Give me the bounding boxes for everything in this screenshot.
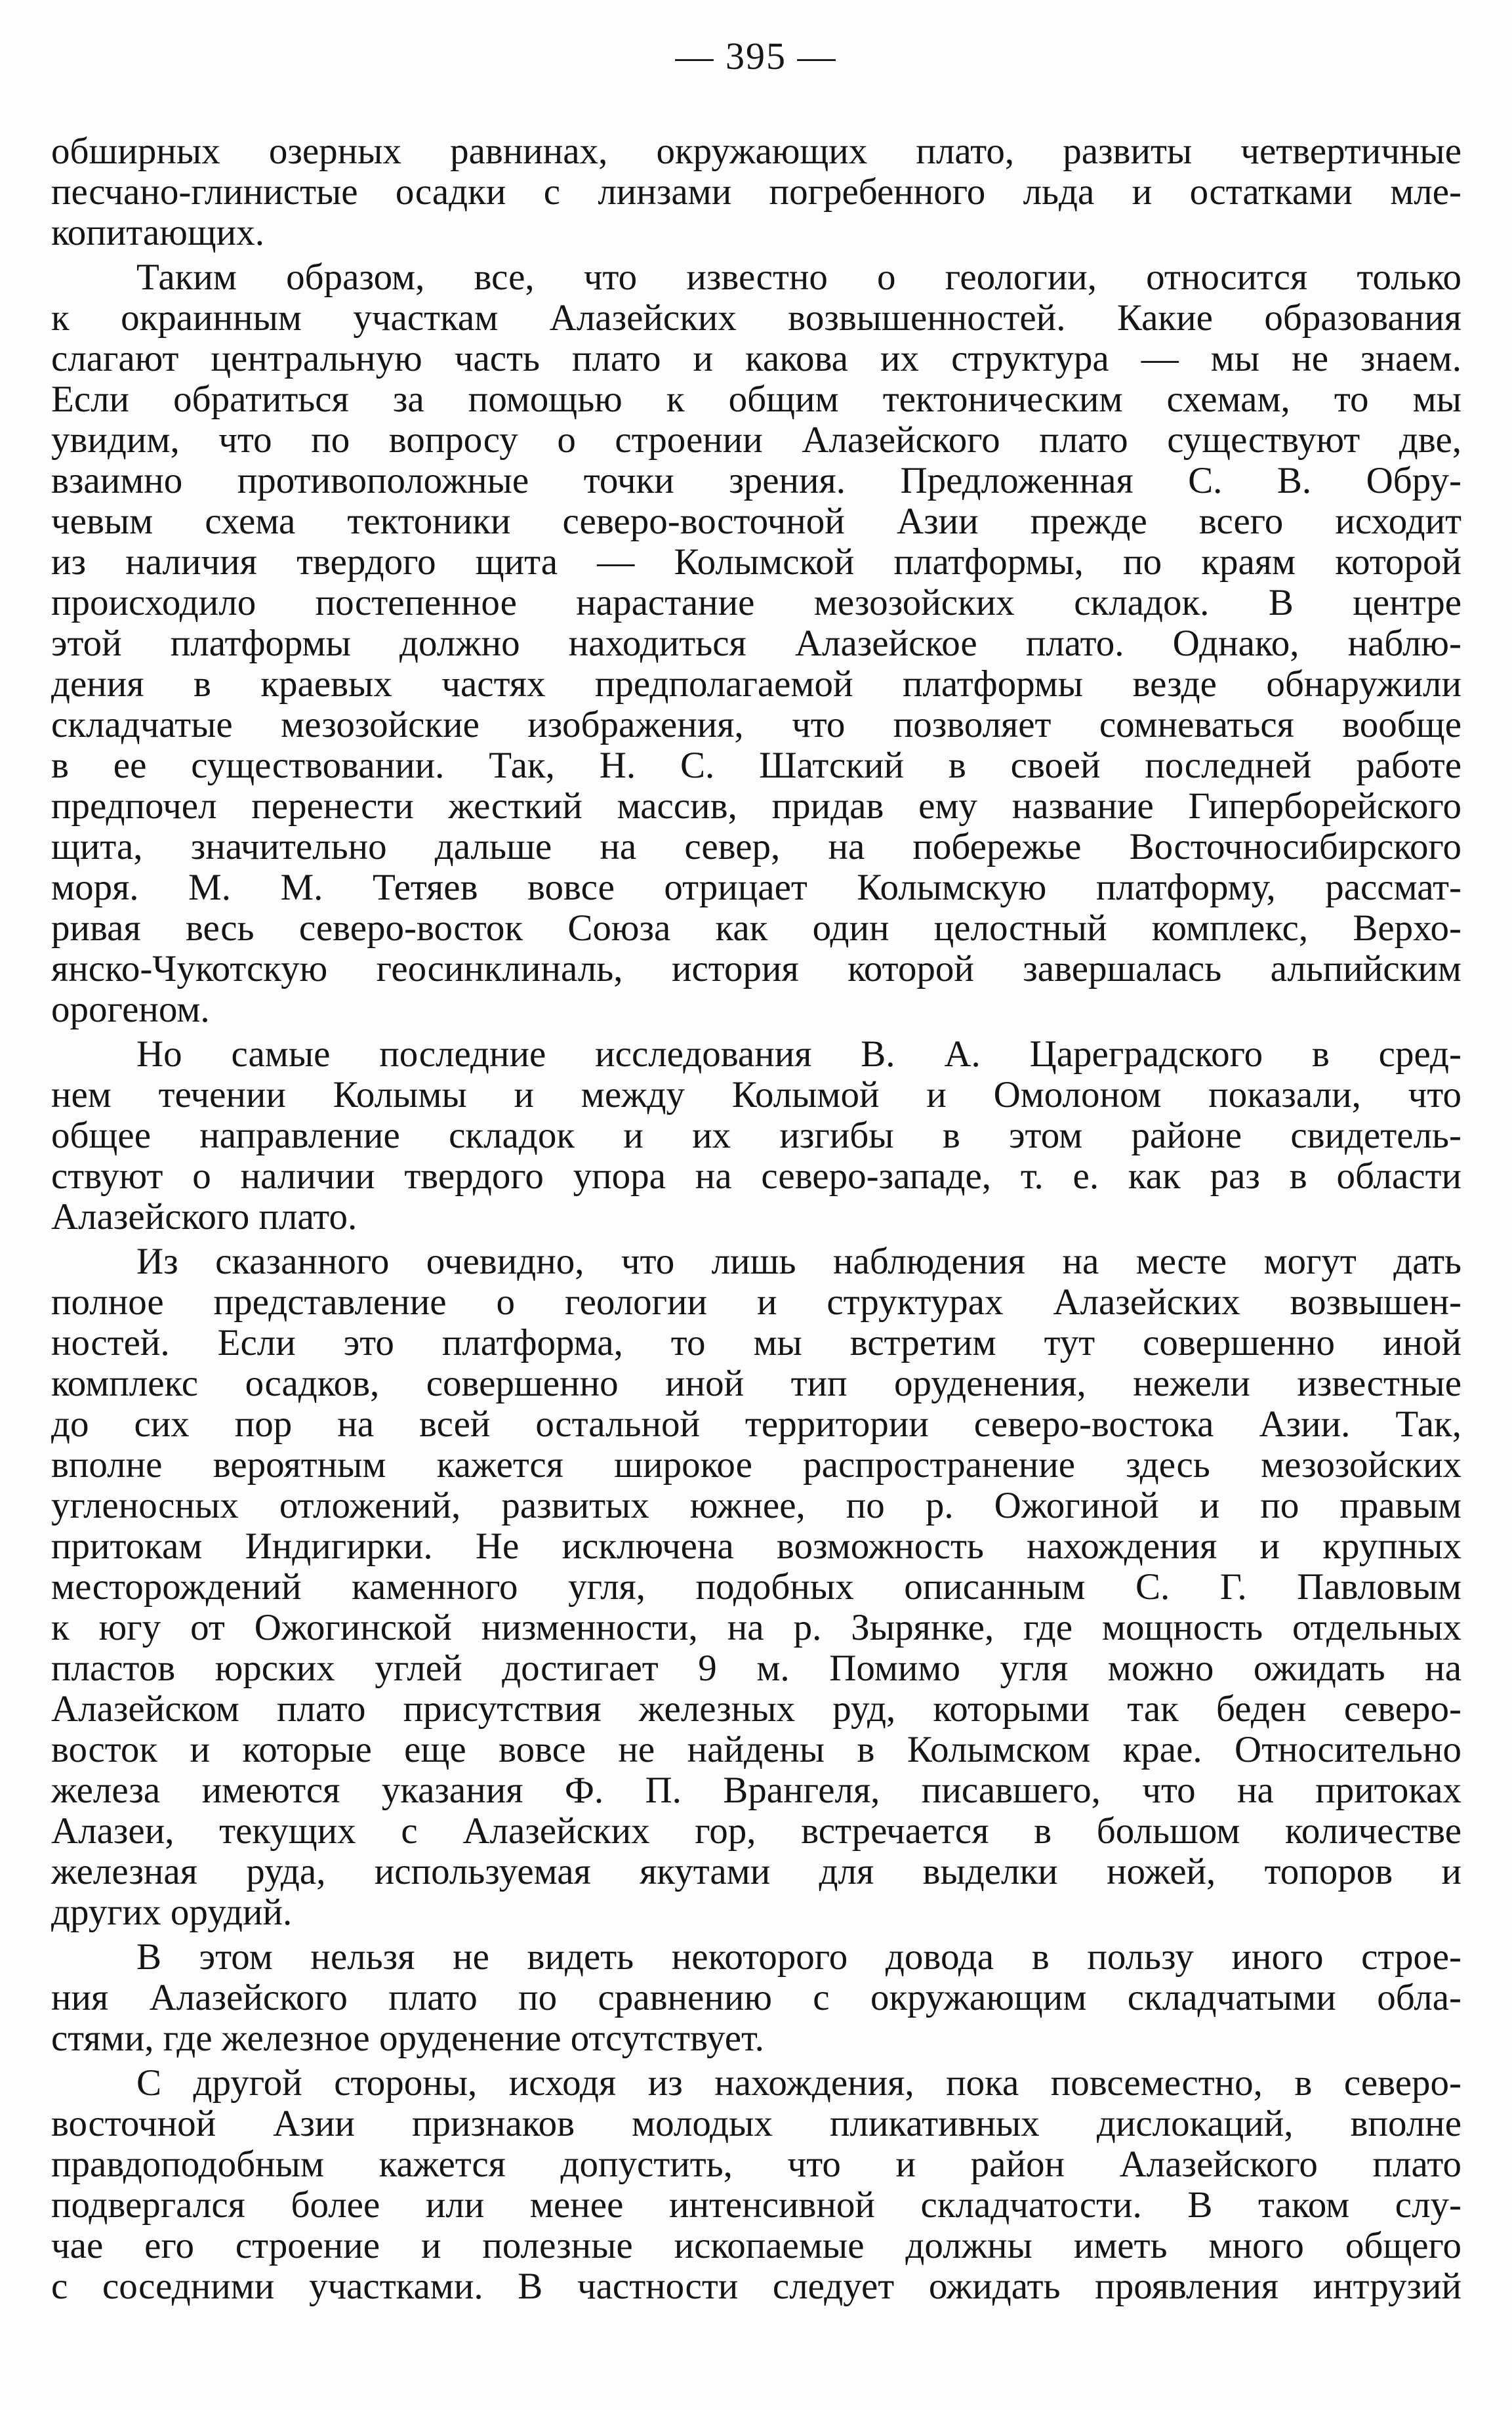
- text-line: орогеном.: [51, 989, 210, 1030]
- text-line: к югу от Ожогинской низменности, на р. Зырянке, где мощность отдельных: [51, 1607, 1461, 1648]
- text-line: моря. М. М. Тетяев вовсе отрицает Колымскую платформу, рассмат-: [51, 867, 1461, 908]
- paragraph-4: [51, 1241, 1461, 1933]
- paragraph-1: [51, 131, 1461, 253]
- text-line: Но самые последние исследования В. А. Цареградского в сред-: [136, 1033, 1461, 1075]
- text-line: восточной Азии признаков молодых пликативных дислокаций, вполне: [51, 2103, 1461, 2144]
- text-line: стями, где железное оруденение отсутствует.: [51, 2018, 764, 2059]
- text-line: угленосных отложений, развитых южнее, по р. Ожогиной и по правым: [51, 1485, 1461, 1526]
- text-line: происходило постепенное нарастание мезозойских складок. В центре: [51, 582, 1461, 623]
- text-line: железа имеются указания Ф. П. Врангеля, писавшего, что на притоках: [51, 1770, 1461, 1811]
- text-line: дения в краевых частях предполагаемой платформы везде обнаружили: [51, 663, 1461, 705]
- text-line: вполне вероятным кажется широкое распространение здесь мезозойских: [51, 1444, 1461, 1485]
- text-line: железная руда, используемая якутами для выделки ножей, топоров и: [51, 1851, 1461, 1892]
- text-line: взаимно противоположные точки зрения. Предложенная С. В. Обру-: [51, 460, 1461, 501]
- text-line: С другой стороны, исходя из нахождения, пока повсеместно, в северо-: [136, 2062, 1461, 2104]
- text-line: правдоподобным кажется допустить, что и район Алазейского плато: [51, 2144, 1461, 2185]
- paragraph-3: [51, 1034, 1461, 1237]
- text-line: Из сказанного очевидно, что лишь наблюдения на месте могут дать: [136, 1241, 1461, 1282]
- text-line: пластов юрских углей достигает 9 м. Помимо угля можно ожидать на: [51, 1648, 1461, 1689]
- text-line: обширных озерных равнинах, окружающих плато, развиты четвертичные: [51, 131, 1461, 172]
- text-line: складчатые мезозойские изображения, что позволяет сомневаться вообще: [51, 704, 1461, 745]
- text-line: песчано-глинистые осадки с линзами погребенного льда и остатками мле-: [51, 171, 1461, 213]
- text-line: янско-Чукотскую геосинклиналь, история которой завершалась альпийским: [51, 948, 1461, 989]
- text-line: этой платформы должно находиться Алазейское плато. Однако, наблю-: [51, 623, 1461, 664]
- paragraph-6: [51, 2063, 1461, 2307]
- text-line: слагают центральную часть плато и какова их структура — мы не знаем.: [51, 338, 1461, 379]
- text-line: притокам Индигирки. Не исключена возможность нахождения и крупных: [51, 1526, 1461, 1567]
- text-line: нем течении Колымы и между Колымой и Омолоном показали, что: [51, 1074, 1461, 1115]
- page-number: — 395 —: [675, 35, 837, 77]
- text-line: Алазейского плато.: [51, 1196, 358, 1237]
- text-line: ривая весь северо-восток Союза как один целостный комплекс, Верхо-: [51, 907, 1461, 949]
- text-line: до сих пор на всей остальной территории северо-востока Азии. Так,: [51, 1403, 1461, 1445]
- text-line: копитающих.: [51, 212, 264, 253]
- text-line: комплекс осадков, совершенно иной тип оруденения, нежели известные: [51, 1363, 1461, 1404]
- text-line: из наличия твердого щита — Колымской платформы, по краям которой: [51, 541, 1461, 583]
- body-text: [51, 131, 1461, 2311]
- text-line: Алазеи, текущих с Алазейских гор, встречается в большом количестве: [51, 1810, 1461, 1852]
- text-line: общее направление складок и их изгибы в этом районе свидетель-: [51, 1115, 1461, 1156]
- paragraph-5: [51, 1937, 1461, 2059]
- text-line: с соседними участками. В частности следует ожидать проявления интрузий: [51, 2266, 1461, 2307]
- text-line: подвергался более или менее интенсивной складчатости. В таком слу-: [51, 2184, 1461, 2226]
- text-line: к окраинным участкам Алазейских возвышенностей. Какие образования: [51, 297, 1461, 339]
- text-line: увидим, что по вопросу о строении Алазейского плато существуют две,: [51, 419, 1461, 461]
- text-line: щита, значительно дальше на север, на побережье Восточносибирского: [51, 826, 1461, 867]
- text-line: других орудий.: [51, 1892, 293, 1933]
- text-line: ствуют о наличии твердого упора на северо-западе, т. е. как раз в области: [51, 1155, 1461, 1197]
- text-line: В этом нельзя не видеть некоторого довода в пользу иного строе-: [136, 1936, 1461, 1978]
- text-line: Алазейском плато присутствия железных руд, которыми так беден северо-: [51, 1688, 1461, 1730]
- text-line: ния Алазейского плато по сравнению с окружающим складчатыми обла-: [51, 1977, 1461, 2018]
- text-line: предпочел перенести жесткий массив, придав ему название Гиперборейского: [51, 785, 1461, 827]
- paragraph-2: [51, 257, 1461, 1030]
- text-line: чае его строение и полезные ископаемые должны иметь много общего: [51, 2225, 1461, 2266]
- text-line: восток и которые еще вовсе не найдены в Колымском крае. Относительно: [51, 1729, 1461, 1770]
- text-line: полное представление о геологии и структурах Алазейских возвышен-: [51, 1281, 1461, 1323]
- text-line: в ее существовании. Так, Н. С. Шатский в своей последней работе: [51, 745, 1461, 786]
- text-line: ностей. Если это платформа, то мы встретим тут совершенно иной: [51, 1322, 1461, 1363]
- text-line: Таким образом, все, что известно о геологии, относится только: [136, 257, 1461, 298]
- text-line: Если обратиться за помощью к общим тектоническим схемам, то мы: [51, 379, 1461, 420]
- text-line: месторождений каменного угля, подобных описанным С. Г. Павловым: [51, 1566, 1461, 1608]
- text-line: чевым схема тектоники северо-восточной Азии прежде всего исходит: [51, 501, 1461, 542]
